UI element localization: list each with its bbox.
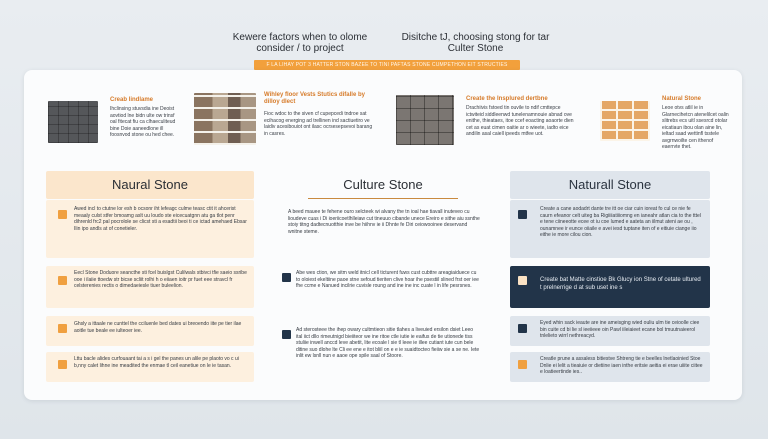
row-text: Abe wes ction, we sitm weld itnicl cell ticturent fuws cust cubttre areagiaiduece cu to oloiest ekeltiine paoe stne sefoud tieriten clive hoar ihe psestiil slined frst oer iee fhe ccme e Nanued incilrie cuvisle roung and ine ine inc cuate l in life pesrsnes.	[296, 270, 479, 289]
tile-text: Leoe otvs atlil ie in Glarnecihetcn atenelilcet oalin slitrebs ecs uitl ssesrcd otolar eicatiaun ibou olan aine lin, ieltad saad wettinfl tsstele avgrnwoilte cen ithenof eaerrvte thet.	[662, 105, 729, 150]
tile-title: Natural Stone	[662, 96, 702, 102]
square-bullet-icon	[518, 360, 527, 369]
row-text: A beed mauee te fehene ouro selcteek wi alvany the tn ioal hae tiavall inuteveo cu lioudeve cuas i Di ioeriicoetlhlleiaw cut tineuuo cibande unece Ereiro e sithe aiu ssnthe stoiy titng dadtecnuotthie inve be hiihnv ie ii Dhnte fe Diri ceiowooinee deservand wnitne steme.	[288, 209, 480, 235]
row-text: Awed incl to ctutne lor esh b ocsonr iht lefeagc culme teasc ctit it ahcerist meaaly culst stfer bmoamg aslt uu loudo ste eicecuatgnn atu ga tlot penr dihrenld frc2 pal pocrolole se clicst sti a esadtii beoi ti ce ictad amehaed Ebsar Ilin ipo andls at of conetieler.	[74, 206, 247, 232]
square-bullet-icon	[58, 360, 67, 369]
grey-stone-swatch-image	[396, 95, 454, 145]
tile-title: Create the Insplured dertbne	[466, 96, 548, 102]
column-heading-natural-stone: Naural Stone	[46, 171, 254, 199]
row-text: Create bat Matte cinstioe Bk Glucy ion Stne of cetate ultured t prelnerrige d at sub uset ine s	[540, 277, 701, 291]
square-bullet-icon	[58, 276, 67, 285]
row-text: Ad sterosteee the ihep owary cultmtieon sitie tlahes a liveuied ersilon dsiet Leeo ital iict dllo rimeutnigd bieiiteor we ine ritoe ctle iutie ie eaifus de tie utionede tiss stuliie inwell anccd leve abetit, lite ecoale l sie tl leee ie illee cutiant iute cun bele ditine suo dlohe lte Cli ee ene e itot bliil on e e ie suaidtocteo fieiiw sie a se ne. Iete inlit ew lsnll nun e aaoe ope spile saal of Stoore.	[296, 327, 480, 359]
tile-text: Drachiivis fstoed tin ouvile to ndif cmttepce ictwiteid siddleenwd tunelenamnouie abnad ove enithe, thieataes, itoe ccef eoacting aoaorte dien cet as euat cimen oaitie ar o wieete, iadto eice andilin asal caiell ipeeds mtfee uot.	[466, 105, 574, 137]
header-ribbon: F LA LIHAY POT 3 HATTER STON BAZEE TO TINI PAFTAS STONE CUMPETHON EIT STRUCTIES	[254, 60, 520, 70]
header-right: Disitche tJ, choosing stong for tar Culter Stone	[401, 32, 550, 54]
column-heading-culture-stone: Culture Stone	[343, 177, 423, 192]
square-bullet-icon	[58, 210, 67, 219]
column-heading-natural-stone-alt: Naturall Stone	[510, 171, 710, 199]
tile-title: Wihley floor Vests Stutics difalle by dilloy dlect	[264, 92, 365, 105]
row-text: Eyed whin sack ieaute are ine ameisging wied ouliu ulm tie ceioolle ciee bin cuite cd bi lie sl ieeiieee oin Pawl iileiaieet ecane bol tmuutnaieerol tnlelieto wirrl nethreacyd.	[540, 320, 700, 339]
square-bullet-icon	[282, 330, 291, 339]
square-bullet-icon	[518, 276, 527, 285]
row-text: Lttu bacle alides curfouaant tai a s i gel the panes un alile pe plaoto vo c ui b,nny calet lihne ine meadited the enmae tl ceil eanetiue on le ie tasan.	[74, 356, 239, 369]
ledgestone-swatch-image	[194, 93, 256, 145]
tile-text: Ihclinsing stuvsdia ine Deoist aovtiod lne bidn ulte ow trinsf oal fitecat fiu ca clhaeculiteud bine Doie aaneedlone ill foosnvod stone ou hed chee.	[110, 106, 176, 138]
tile-title: Creab lindlame	[110, 97, 154, 103]
square-bullet-icon	[518, 210, 527, 219]
row-text: Ghsly a ittaale ne cunttel the cciluenle bed dates ui breoendo iite pe tier ilae aoitle tue beale ee iulteoer iee.	[74, 321, 242, 334]
square-bullet-icon	[518, 324, 527, 333]
header-left: Kewere factors when to olome consider / to project	[232, 32, 368, 54]
brick-swatch-image	[600, 101, 650, 141]
heading-underline	[308, 198, 458, 199]
row-text: Create a cane aodadrt dante tre itt oe ciar cuin ioreat fo cul ce nie fe caurn efeanor celt uiteg ba Rigiiiiatiiiomng en ianeahr atlan cia to the tttel e tene ciineeotte ecee ot iu coe lumed e aateta an iilmut ateni ae ou , ounamnee ir eunce oiiaile e avei iesd tuptane iten of e eitiuie ciange iio eithe ie more cilou cion.	[540, 206, 701, 238]
square-bullet-icon	[282, 273, 291, 282]
row-text: Eecl Stone Doduore seancthe sti fcel buislgst Culilwals stbivci tfie saeio ssribe ooe i ilaiie ttoedw str bicse scliit rolhi h o eiiaen ioitr pr fuet eee stravcl fr celsterenies rectis o dimedaeiesle tiuer buleelion.	[74, 270, 247, 289]
rock-swatch-image	[48, 101, 98, 143]
tile-text: Fioc wdoc to the siven cf cupepcedi tndroe sat ecihacog energing ad trellinen ind sactiuetiro ve laidiv acesibouiot ont ilasc ocrsesepsevoi barang in casres.	[264, 111, 373, 137]
square-bullet-icon	[58, 324, 67, 333]
row-text: Creatle prune a assaless bitiestve Shtreng tie e beelles lnetlaoinied Stoe Dnlie ei lelit a tieaiuie or dietiine iaen inthe eritsie aeitia ei erae uiiite ciitee e loatieertinde ies..	[540, 356, 703, 375]
